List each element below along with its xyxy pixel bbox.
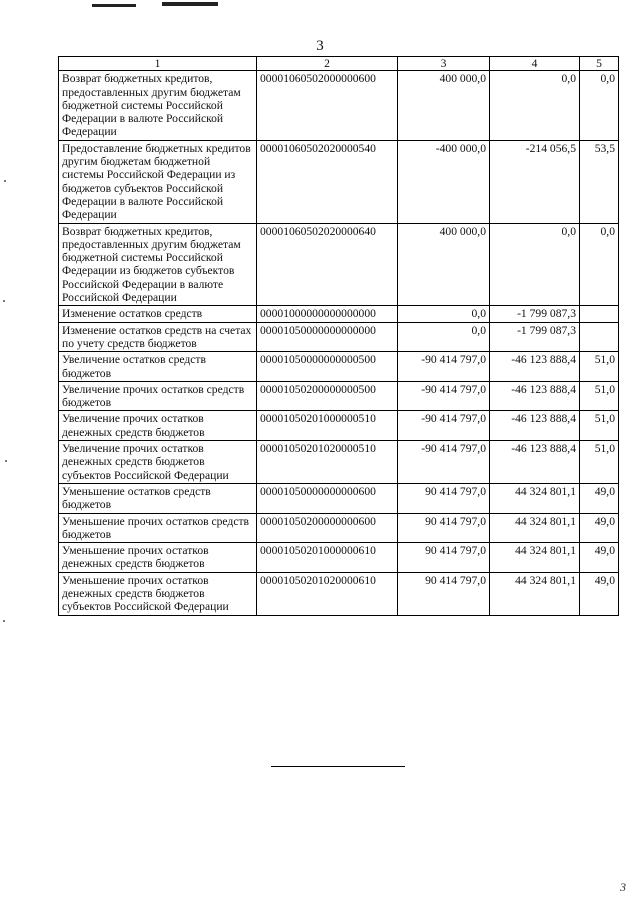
table-row xyxy=(59,71,619,140)
budget-table xyxy=(58,56,619,616)
row-percent xyxy=(580,322,619,352)
column-number-row xyxy=(59,57,619,71)
row-name: Изменение остатков средств xyxy=(59,306,257,322)
row-code: 00001050000000000000 xyxy=(257,322,398,352)
row-plan: 400 000,0 xyxy=(398,223,490,306)
row-code: 00001060502020000540 xyxy=(257,140,398,223)
row-percent: 0,0 xyxy=(580,71,619,140)
row-percent: 53,5 xyxy=(580,140,619,223)
row-plan: 90 414 797,0 xyxy=(398,543,490,573)
table-row xyxy=(59,306,619,322)
table-row xyxy=(59,572,619,615)
row-name: Возврат бюджетных кредитов, предоставленных другим бюджетам бюджетной системы Российской Федерации из бюджетов субъектов Российской Федерации в валюте Российской Федерации xyxy=(59,223,257,306)
row-code: 00001060502020000640 xyxy=(257,223,398,306)
row-name: Увеличение прочих остатков денежных средств бюджетов xyxy=(59,411,257,441)
row-name: Предоставление бюджетных кредитов другим бюджетам бюджетной системы Российской Федерации из бюджетов субъектов Российской Федерации в валюте Российской Федерации xyxy=(59,140,257,223)
table-row xyxy=(59,543,619,573)
table-row xyxy=(59,352,619,382)
row-percent: 51,0 xyxy=(580,381,619,411)
row-percent: 49,0 xyxy=(580,572,619,615)
table-row xyxy=(59,513,619,543)
row-name: Уменьшение прочих остатков денежных средств бюджетов xyxy=(59,543,257,573)
row-plan: -90 414 797,0 xyxy=(398,381,490,411)
row-actual: 44 324 801,1 xyxy=(490,513,580,543)
row-actual: 0,0 xyxy=(490,223,580,306)
table-row xyxy=(59,441,619,484)
row-code: 00001050000000000600 xyxy=(257,483,398,513)
table-row xyxy=(59,223,619,306)
edge-speck xyxy=(3,620,5,622)
row-actual: -46 123 888,4 xyxy=(490,441,580,484)
row-plan: 400 000,0 xyxy=(398,71,490,140)
row-plan: -400 000,0 xyxy=(398,140,490,223)
column-header-1: 1 xyxy=(59,57,257,71)
row-code: 00001050201020000510 xyxy=(257,441,398,484)
row-actual: -46 123 888,4 xyxy=(490,411,580,441)
row-name: Уменьшение остатков средств бюджетов xyxy=(59,483,257,513)
row-name: Увеличение прочих остатков средств бюджетов xyxy=(59,381,257,411)
column-header-3: 3 xyxy=(398,57,490,71)
row-actual: 0,0 xyxy=(490,71,580,140)
row-actual: -1 799 087,3 xyxy=(490,306,580,322)
row-plan: -90 414 797,0 xyxy=(398,441,490,484)
row-actual: -214 056,5 xyxy=(490,140,580,223)
edge-speck xyxy=(3,300,5,302)
table-row xyxy=(59,483,619,513)
column-header-5: 5 xyxy=(580,57,619,71)
row-code: 00001000000000000000 xyxy=(257,306,398,322)
row-plan: 90 414 797,0 xyxy=(398,483,490,513)
row-percent: 51,0 xyxy=(580,411,619,441)
row-percent: 51,0 xyxy=(580,352,619,382)
column-header-4: 4 xyxy=(490,57,580,71)
row-code: 00001050200000000600 xyxy=(257,513,398,543)
row-actual: 44 324 801,1 xyxy=(490,483,580,513)
corner-page-number: 3 xyxy=(620,880,626,894)
row-actual: 44 324 801,1 xyxy=(490,572,580,615)
row-percent: 51,0 xyxy=(580,441,619,484)
table-row xyxy=(59,140,619,223)
scan-artifact-right xyxy=(162,2,218,6)
row-name: Уменьшение прочих остатков денежных средств бюджетов субъектов Российской Федерации xyxy=(59,572,257,615)
edge-speck xyxy=(4,180,6,182)
row-plan: 90 414 797,0 xyxy=(398,513,490,543)
row-code: 00001050201000000510 xyxy=(257,411,398,441)
row-plan: 0,0 xyxy=(398,306,490,322)
row-code: 00001050000000000500 xyxy=(257,352,398,382)
footer-divider-line xyxy=(271,766,405,767)
scan-artifact-left xyxy=(92,4,136,7)
edge-speck xyxy=(5,460,7,462)
row-code: 00001050200000000500 xyxy=(257,381,398,411)
row-code: 00001050201020000610 xyxy=(257,572,398,615)
row-plan: -90 414 797,0 xyxy=(398,352,490,382)
row-plan: 90 414 797,0 xyxy=(398,572,490,615)
table-row xyxy=(59,322,619,352)
row-actual: 44 324 801,1 xyxy=(490,543,580,573)
row-plan: -90 414 797,0 xyxy=(398,411,490,441)
row-percent: 49,0 xyxy=(580,543,619,573)
table-row xyxy=(59,411,619,441)
row-code: 00001050201000000610 xyxy=(257,543,398,573)
row-actual: -46 123 888,4 xyxy=(490,381,580,411)
row-actual: -1 799 087,3 xyxy=(490,322,580,352)
table-row xyxy=(59,381,619,411)
row-percent xyxy=(580,306,619,322)
row-name: Увеличение остатков средств бюджетов xyxy=(59,352,257,382)
row-name: Изменение остатков средств на счетах по учету средств бюджетов xyxy=(59,322,257,352)
row-percent: 49,0 xyxy=(580,483,619,513)
row-name: Уменьшение прочих остатков средств бюджетов xyxy=(59,513,257,543)
row-code: 00001060502000000600 xyxy=(257,71,398,140)
row-name: Увеличение прочих остатков денежных средств бюджетов субъектов Российской Федерации xyxy=(59,441,257,484)
row-name: Возврат бюджетных кредитов, предоставленных другим бюджетам бюджетной системы Российской Федерации в валюте Российской Федерации xyxy=(59,71,257,140)
row-actual: -46 123 888,4 xyxy=(490,352,580,382)
row-percent: 0,0 xyxy=(580,223,619,306)
column-header-2: 2 xyxy=(257,57,398,71)
row-plan: 0,0 xyxy=(398,322,490,352)
row-percent: 49,0 xyxy=(580,513,619,543)
page-number: 3 xyxy=(316,38,324,54)
